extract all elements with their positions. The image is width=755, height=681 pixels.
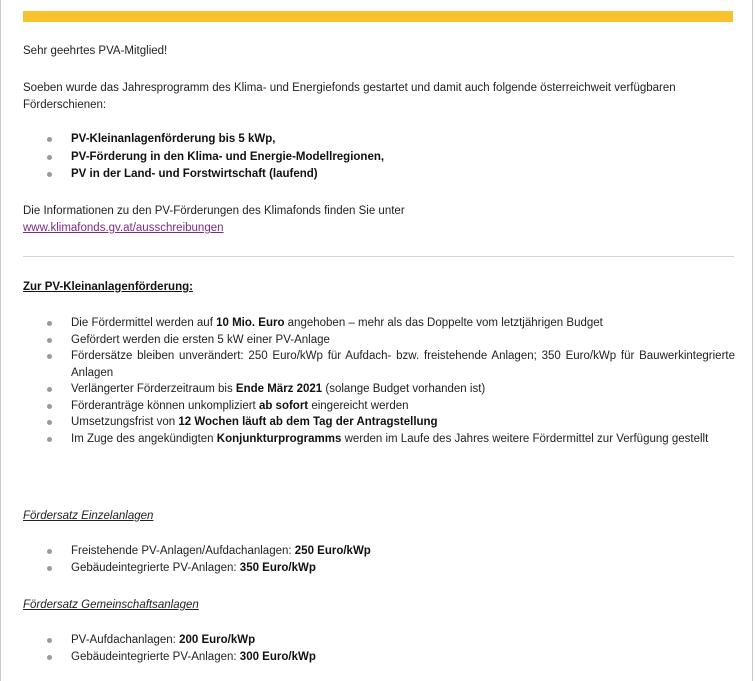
list-item: Freistehende PV-Anlagen/Aufdachanlagen: 250 Euro/kWp bbox=[23, 543, 735, 560]
intro-paragraph bbox=[23, 80, 735, 114]
info-text: Die Informationen zu den PV-Förderungen des Klimafonds finden Sie unter bbox=[23, 205, 405, 217]
program-list bbox=[23, 131, 735, 184]
single-rates-list bbox=[23, 543, 735, 576]
list-item: Verlängerter Förderzeitraum bis Ende März 2021 (solange Budget vorhanden ist) bbox=[23, 381, 735, 398]
list-item: Die Fördermittel werden auf 10 Mio. Euro angehoben – mehr als das Doppelte vom letztjährigen Budget bbox=[23, 315, 735, 332]
bullet-icon bbox=[47, 321, 52, 326]
bullet-icon bbox=[47, 420, 52, 425]
list-item: Fördersätze bleiben unverändert: 250 Euro/kWp für Aufdach- bzw. freistehende Anlagen; 350 Euro/kWp für Bauwerkintegrierte Anlagen bbox=[23, 348, 735, 381]
list-item: Umsetzungsfrist von 12 Wochen läuft ab dem Tag der Antragstellung bbox=[23, 414, 735, 431]
details-list bbox=[23, 315, 735, 447]
bullet-icon bbox=[47, 338, 52, 343]
list-item: Förderanträge können unkompliziert ab sofort eingereicht werden bbox=[23, 398, 735, 415]
bullet-icon bbox=[47, 566, 52, 571]
list-item: Gebäudeintegrierte PV-Anlagen: 300 Euro/kWp bbox=[23, 649, 735, 666]
section-heading bbox=[23, 279, 735, 296]
bullet-icon bbox=[47, 638, 52, 643]
list-item: PV-Aufdachanlagen: 200 Euro/kWp bbox=[23, 632, 735, 649]
bullet-icon bbox=[47, 155, 52, 160]
bullet-icon bbox=[47, 655, 52, 660]
bullet-icon bbox=[47, 549, 52, 554]
divider bbox=[23, 256, 734, 257]
bullet-icon bbox=[47, 172, 52, 177]
list-item: Im Zuge des angekündigten Konjunkturprogramms werden im Laufe des Jahres weitere Fördermittel zur Verfügung gestellt bbox=[23, 431, 735, 448]
list-item: Gebäudeintegrierte PV-Anlagen: 350 Euro/kWp bbox=[23, 560, 735, 577]
accent-bar bbox=[23, 11, 733, 22]
info-paragraph bbox=[23, 203, 735, 237]
greeting-text: Sehr geehrtes PVA-Mitglied! bbox=[23, 45, 168, 57]
bullet-icon bbox=[47, 437, 52, 442]
section-heading-text: Zur PV-Kleinanlagenförderung: bbox=[23, 281, 193, 293]
bullet-icon bbox=[47, 387, 52, 392]
bullet-icon bbox=[47, 404, 52, 409]
list-item: PV-Förderung in den Klima- und Energie-Modellregionen, bbox=[23, 149, 735, 167]
bullet-icon bbox=[47, 354, 52, 359]
single-rates-heading bbox=[23, 508, 735, 525]
intro-text: Soeben wurde das Jahresprogramm des Klima- und Energiefonds gestartet und damit auch folgende österreichweit verfügbaren Förderschienen: bbox=[23, 82, 676, 111]
list-item: PV in der Land- und Forstwirtschaft (laufend) bbox=[23, 166, 735, 184]
klimafonds-link[interactable]: www.klimafonds.gv.at/ausschreibungen bbox=[23, 222, 224, 234]
community-rates-heading bbox=[23, 597, 735, 614]
list-item: Gefördert werden die ersten 5 kW einer PV-Anlage bbox=[23, 332, 735, 349]
bullet-icon bbox=[47, 137, 52, 142]
single-rates-heading-text: Fördersatz Einzelanlagen bbox=[23, 510, 154, 522]
community-rates-heading-text: Fördersatz Gemeinschaftsanlagen bbox=[23, 599, 199, 611]
list-item: PV-Kleinanlagenförderung bis 5 kWp, bbox=[23, 131, 735, 149]
community-rates-list bbox=[23, 632, 735, 665]
greeting bbox=[23, 43, 735, 60]
